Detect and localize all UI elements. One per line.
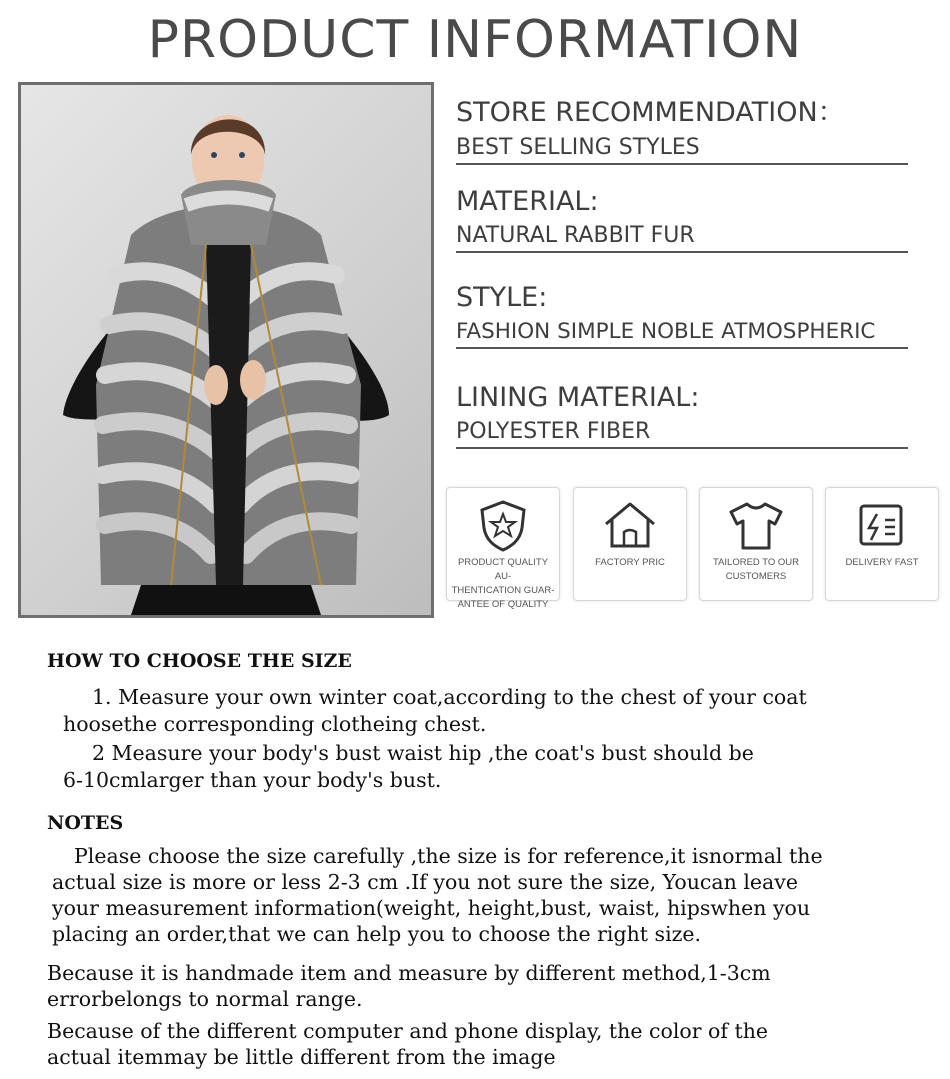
info-label: MATERIAL:	[456, 186, 599, 217]
notes-line: errorbelongs to normal range.	[47, 987, 363, 1011]
info-store-recommendation	[456, 90, 926, 165]
info-value: FASHION SIMPLE NOBLE ATMOSPHERIC	[456, 319, 908, 349]
page-title: PRODUCT INFORMATION	[147, 10, 803, 70]
size-guide-line: hoosethe corresponding clotheing chest.	[63, 712, 487, 736]
notes-line: Because of the different computer and phone display, the color of the	[47, 1019, 769, 1043]
feature-text: FACTORY PRIC	[595, 557, 665, 568]
feature-card-factory-price	[573, 487, 687, 601]
feature-card-tailored	[699, 487, 813, 601]
info-style	[456, 282, 926, 349]
info-label: STYLE:	[456, 282, 548, 313]
shield-star-icon	[476, 498, 530, 552]
feature-card-delivery	[825, 487, 939, 601]
notes-line: actual size is more or less 2-3 cm .If you not sure the size, Youcan leave	[52, 870, 798, 894]
info-value: POLYESTER FIBER	[456, 419, 908, 449]
feature-card-quality	[446, 487, 560, 610]
notes-line: Because it is handmade item and measure by different method,1-3cm	[47, 961, 771, 985]
notes-heading: NOTES	[47, 812, 124, 834]
feature-text: TAILORED TO OUR CUSTOMERS	[712, 557, 800, 582]
notes-line: placing an order,that we can help you to choose the right size.	[52, 922, 702, 946]
notes-line: Please choose the size carefully ,the size is for reference,it isnormal the	[74, 844, 823, 868]
feature-text: PRODUCT QUALITY AU- THENTICATION GUAR- ANTEE OF QUALITY	[451, 557, 555, 610]
delivery-icon	[855, 498, 909, 552]
info-value: BEST SELLING STYLES	[456, 135, 908, 165]
size-guide-line: 2 Measure your body's bust waist hip ,the coat's bust should be	[92, 741, 754, 765]
model-illustration	[21, 85, 431, 615]
size-guide-line: 1. Measure your own winter coat,according to the chest of your coat	[92, 685, 807, 709]
size-guide-line: 6-10cmlarger than your body's bust.	[63, 768, 442, 792]
notes-line: your measurement information(weight, height,bust, waist, hipswhen you	[52, 896, 811, 920]
tshirt-icon	[725, 498, 787, 552]
info-material	[456, 186, 926, 253]
info-label: LINING MATERIAL:	[456, 382, 700, 413]
info-value: NATURAL RABBIT FUR	[456, 223, 908, 253]
size-guide-heading: HOW TO CHOOSE THE SIZE	[47, 650, 352, 672]
product-photo	[18, 82, 434, 618]
notes-line: actual itemmay be little different from the image	[47, 1045, 556, 1069]
house-icon	[600, 498, 660, 552]
info-lining-material	[456, 382, 926, 449]
feature-text: DELIVERY FAST	[845, 557, 919, 568]
info-label: STORE RECOMMENDATION：	[456, 97, 845, 128]
